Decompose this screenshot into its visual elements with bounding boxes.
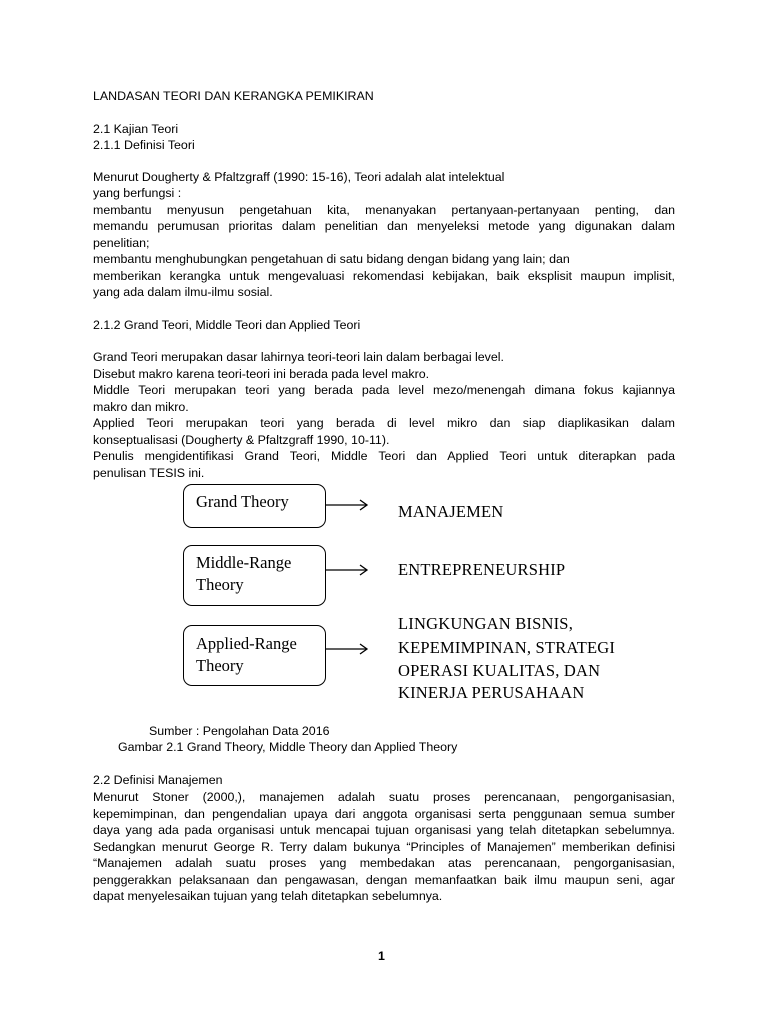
management-line: daya yang ada pada organisasi untuk mencapai tujuan organisasi yang telah ditetapkan sebelumnya. <box>93 823 675 837</box>
definition-line: memandu perumusan prioritas dalam penelitian dan menyeleksi metode yang digunakan dalam <box>93 219 675 233</box>
chapter-heading: LANDASAN TEORI DAN KERANGKA PEMIKIRAN <box>93 89 374 103</box>
grand-line: Penulis mengidentifikasi Grand Teori, Middle Teori dan Applied Teori untuk diterapkan pada <box>93 449 675 463</box>
figure-caption: Gambar 2.1 Grand Theory, Middle Theory dan Applied Theory <box>118 740 458 754</box>
management-line: penggerakkan pelaksanaan dan pengawasan, dengan memanfaatkan baik ilmu maupun seni, agar <box>93 872 675 887</box>
management-line: dapat menyelesaikan tujuan yang telah ditetapkan sebelumnya. <box>93 889 443 903</box>
grand-line: Grand Teori merupakan dasar lahirnya teori-teori lain dalam berbagai level. <box>93 350 504 364</box>
section-2-1-heading: 2.1 Kajian Teori <box>93 122 179 136</box>
grand-line: Middle Teori merupakan teori yang berada pada level mezo/menengah dimana fokus kajiannya <box>93 383 675 397</box>
grand-line: konseptualisasi (Dougherty & Pfaltzgraff 1990, 10-11). <box>93 432 390 447</box>
definition-line: membantu menghubungkan pengetahuan di satu bidang dengan bidang yang lain; dan <box>93 252 570 266</box>
definition-line: memberikan kerangka untuk mengevaluasi rekomendasi kebijakan, baik eksplisit maupun implisit, <box>93 268 675 283</box>
target-manajemen: MANAJEMEN <box>398 502 504 521</box>
definition-line: yang berfungsi : <box>93 186 182 200</box>
arrow-applied <box>326 641 376 657</box>
middle-range-label-line1: Middle-Range <box>196 553 292 572</box>
management-line: kepemimpinan, dan pengendalian upaya dari anggota organisasi serta penggunaan semua sumber <box>93 806 675 821</box>
applied-range-label-line2: Theory <box>196 656 244 675</box>
middle-range-label-line2: Theory <box>196 575 244 594</box>
grand-line: penulisan TESIS ini. <box>93 465 205 480</box>
management-line: Sedangkan menurut George R. Terry dalam bukunya “Principles of Manajemen” memberikan definisi <box>93 839 675 854</box>
applied-range-theory-box <box>183 625 326 686</box>
grand-theory-box <box>183 484 326 528</box>
grand-theory-paragraph <box>93 349 675 481</box>
management-paragraph <box>93 789 675 905</box>
grand-theory-label: Grand Theory <box>196 492 289 511</box>
arrow-grand <box>326 497 376 513</box>
definition-paragraph <box>93 185 675 301</box>
section-2-1-2-heading: 2.1.2 Grand Teori, Middle Teori dan Applied Teori <box>93 318 361 332</box>
figure-source: Sumber : Pengolahan Data 2016 <box>149 724 330 738</box>
definition-line: membantu menyusun pengetahuan kita, menanyakan pertanyaan-pertanyaan penting, dan <box>93 202 675 217</box>
management-line: “Manajemen adalah suatu proses yang membedakan atas perencanaan, pengorganisasian, <box>93 856 675 870</box>
target-entrepreneurship: ENTREPRENEURSHIP <box>398 560 566 579</box>
target-applied-line1: LINGKUNGAN BISNIS, <box>398 614 574 633</box>
target-applied-line2: KEPEMIMPINAN, STRATEGI <box>398 638 616 657</box>
definition-line: yang ada dalam ilmu-ilmu sosial. <box>93 285 273 299</box>
arrow-middle <box>326 562 376 578</box>
applied-range-label-line1: Applied-Range <box>196 634 297 653</box>
grand-line: makro dan mikro. <box>93 399 189 414</box>
management-line: Menurut Stoner (2000,), manajemen adalah suatu proses perencanaan, pengorganisasian, <box>93 790 675 804</box>
grand-line: Disebut makro karena teori-teori ini berada pada level makro. <box>93 366 430 381</box>
grand-line: Applied Teori merupakan teori yang berada di level mikro dan siap diaplikasikan dalam <box>93 416 675 430</box>
page-number: 1 <box>378 949 385 963</box>
definition-line: penelitian; <box>93 235 150 250</box>
definition-intro: Menurut Dougherty & Pfaltzgraff (1990: 15-16), Teori adalah alat intelektual <box>93 170 505 184</box>
section-2-1-1-heading: 2.1.1 Definisi Teori <box>93 138 195 152</box>
middle-range-theory-box <box>183 545 326 606</box>
target-applied-line3: OPERASI KUALITAS, DAN <box>398 661 601 680</box>
target-applied-line4: KINERJA PERUSAHAAN <box>398 683 585 702</box>
section-2-2-heading: 2.2 Definisi Manajemen <box>93 773 223 787</box>
